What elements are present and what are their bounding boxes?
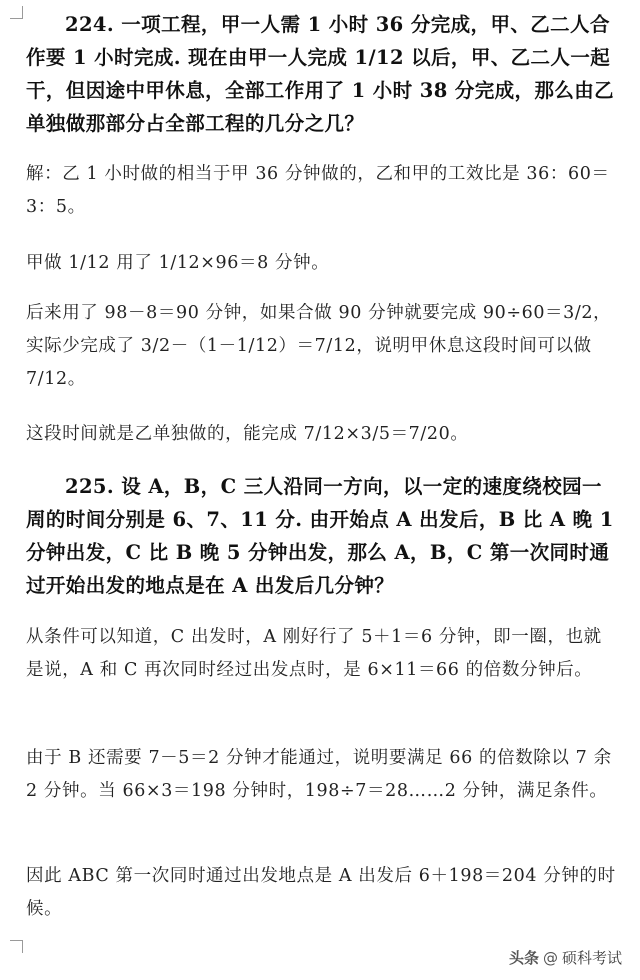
watermark-account: 硕科考试 <box>561 949 622 967</box>
answer-225-paragraph-3: 因此 ABC 第一次同时通过出发地点是 A 出发后 6＋198＝204 分钟的时候。 <box>26 866 616 919</box>
answer-224-paragraph-2: 甲做 1/12 用了 1/12×96＝8 分钟。 <box>26 253 330 273</box>
watermark <box>505 945 626 970</box>
margin-corner-mark <box>10 6 23 19</box>
answer-225-paragraph-1: 从条件可以知道，C 出发时，A 刚好行了 5＋1＝6 分钟，即一圈，也就是说，A 和 C 再次同时经过出发点时，是 6×11＝66 的倍数分钟后。 <box>26 627 602 680</box>
answer-224-paragraph-1: 解：乙 1 小时做的相当于甲 36 分钟做的，乙和甲的工效比是 36：60＝3：5。 <box>26 164 610 217</box>
margin-corner-mark <box>10 940 23 953</box>
problem-224-text: 224. 一项工程，甲一人需 1 小时 36 分完成，甲、乙二人合作要 1 小时完成. 现在由甲一人完成 1/12 以后，甲、乙二人一起干，但因途中甲休息，全部工作用了 1 小时 38 分完成，那么由乙单独做那部分占全部工程的几分之几？ <box>26 13 615 135</box>
answer-225-paragraph-2: 由于 B 还需要 7－5＝2 分钟才能通过，说明要满足 66 的倍数除以 7 余 2 分钟。当 66×3＝198 分钟时，198÷7＝28……2 分钟，满足条件。 <box>26 748 612 801</box>
problem-225-text: 225. 设 A，B，C 三人沿同一方向，以一定的速度绕校园一周的时间分别是 6、7、11 分. 由开始点 A 出发后，B 比 A 晚 1 分钟出发，C 比 B 晚 5 分钟出发，那么 A，B，C 第一次同时通过开始出发的地点是在 A 出发后几分钟？ <box>26 475 614 597</box>
watermark-brand: 头条 <box>508 949 539 967</box>
answer-224-paragraph-4: 这段时间就是乙单独做的，能完成 7/12×3/5＝7/20。 <box>26 424 469 444</box>
answer-224-paragraph-3: 后来用了 98－8＝90 分钟，如果合做 90 分钟就要完成 90÷60＝3/2，实际少完成了 3/2－（1－1/12）＝7/12，说明甲休息这段时间可以做 7/12。 <box>26 303 612 389</box>
watermark-at-sign: @ <box>542 948 558 967</box>
